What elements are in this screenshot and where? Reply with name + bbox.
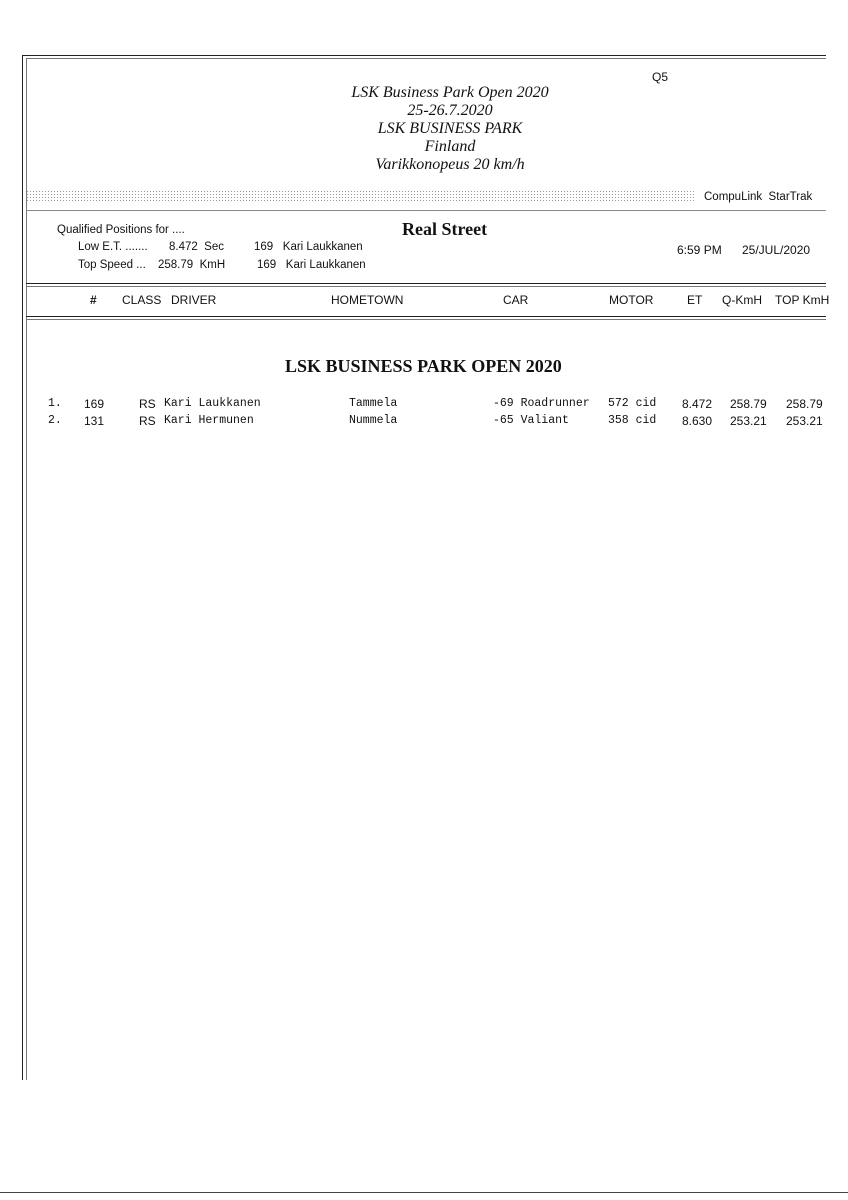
row-number: 131 [84, 414, 105, 428]
event-code: Q5 [652, 70, 669, 84]
system-label: CompuLink StarTrak [704, 191, 813, 203]
low-et-driver: 169 Kari Laukkanen [254, 241, 363, 253]
col-num: # [90, 293, 97, 307]
header-bottom-line [26, 316, 826, 317]
row-pos: 1. [48, 397, 62, 410]
row-driver: Kari Laukkanen [164, 397, 261, 410]
event-venue: LSK BUSINESS PARK [377, 120, 523, 137]
report-date: 25/JUL/2020 [742, 243, 811, 257]
left-border [22, 55, 23, 1080]
col-driver: DRIVER [171, 293, 217, 307]
row-driver: Kari Hermunen [164, 414, 254, 427]
row-top: 253.21 [786, 414, 823, 428]
row-class: RS [139, 414, 156, 428]
row-pos: 2. [48, 414, 62, 427]
qualified-label: Qualified Positions for .... [57, 224, 185, 236]
band-separator [26, 210, 826, 211]
dotted-band [26, 190, 694, 202]
row-hometown: Tammela [349, 397, 398, 410]
row-number: 169 [84, 397, 105, 411]
row-car: -65 Valiant [493, 414, 569, 427]
class-title: Real Street [402, 219, 488, 239]
row-hometown: Nummela [349, 414, 398, 427]
col-class: CLASS [122, 293, 162, 307]
col-qkmh: Q-KmH [722, 293, 762, 307]
top-border-inner [26, 58, 826, 59]
event-country: Finland [424, 138, 476, 155]
top-speed-driver: 169 Kari Laukkanen [257, 259, 366, 271]
col-motor: MOTOR [609, 293, 654, 307]
event-dates: 25-26.7.2020 [407, 102, 493, 119]
row-class: RS [139, 397, 156, 411]
row-car: -69 Roadrunner [493, 397, 590, 410]
left-border-inner [26, 58, 27, 1080]
header-top-line-2 [26, 286, 826, 287]
event-title: LSK Business Park Open 2020 [351, 84, 549, 101]
top-speed-label: Top Speed ... [78, 259, 146, 271]
section-title: LSK BUSINESS PARK OPEN 2020 [285, 356, 562, 376]
header-top-line [26, 283, 826, 284]
top-border [22, 55, 826, 56]
row-et: 8.630 [682, 414, 713, 428]
col-top: TOP KmH [775, 293, 830, 307]
top-speed-value: 258.79 KmH [158, 259, 226, 271]
col-et: ET [687, 293, 703, 307]
low-et-value: 8.472 Sec [169, 241, 224, 253]
row-qkmh: 258.79 [730, 397, 767, 411]
row-qkmh: 253.21 [730, 414, 767, 428]
row-et: 8.472 [682, 397, 713, 411]
row-top: 258.79 [786, 397, 823, 411]
header-bottom-line-2 [26, 319, 826, 320]
col-hometown: HOMETOWN [331, 293, 404, 307]
bottom-scan-line [0, 1192, 848, 1193]
row-motor: 358 cid [608, 414, 657, 427]
row-motor: 572 cid [608, 397, 657, 410]
col-car: CAR [503, 293, 529, 307]
speed-limit: Varikkonopeus 20 km/h [375, 156, 525, 173]
report-time: 6:59 PM [677, 243, 722, 257]
low-et-label: Low E.T. ....... [78, 241, 148, 253]
